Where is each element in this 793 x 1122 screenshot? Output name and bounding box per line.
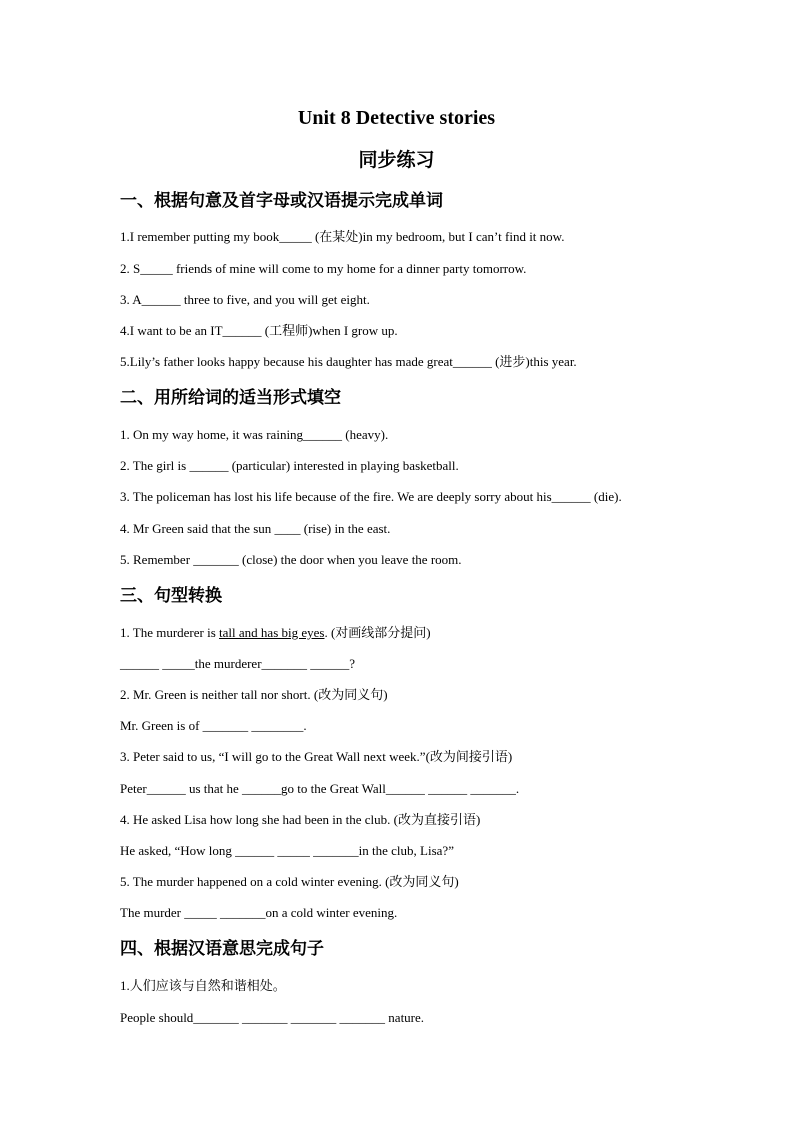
section-4-answer-1: People should_______ _______ _______ _______ nature. (120, 1010, 425, 1025)
section-3-question-3: 3. Peter said to us, “I will go to the Great Wall next week.”(改为间接引语) (120, 749, 513, 764)
section-3-question-4: 4. He asked Lisa how long she had been in the club. (改为直接引语) (120, 812, 481, 827)
section-3-answer-1: ______ _____the murderer_______ ______? (120, 656, 356, 671)
section-2-item-3: 3. The policeman has lost his life because of the fire. We are deeply sorry about his______ (die). (120, 489, 622, 504)
section-2-item-5: 5. Remember _______ (close) the door when you leave the room. (120, 552, 462, 567)
document-title: Unit 8 Detective stories (297, 107, 496, 129)
section-1-heading: 一、根据句意及首字母或汉语提示完成单词 (120, 191, 443, 211)
section-1-item-1: 1.I remember putting my book_____ (在某处)in my bedroom, but I can’t find it now. (120, 229, 565, 244)
section-3-answer-2: Mr. Green is of _______ ________. (120, 718, 307, 733)
section-1-item-3: 3. A______ three to five, and you will get eight. (120, 292, 370, 307)
q1-text-after: . (对画线部分提问) (324, 625, 431, 640)
q1-underlined-phrase: tall and has big eyes (219, 625, 325, 640)
section-1-item-4: 4.I want to be an IT______ (工程师)when I grow up. (120, 323, 398, 338)
section-1-item-2: 2. S_____ friends of mine will come to my home for a dinner party tomorrow. (120, 261, 527, 276)
section-2-heading: 二、用所给词的适当形式填空 (120, 388, 341, 408)
section-2-item-2: 2. The girl is ______ (particular) interested in playing basketball. (120, 458, 459, 473)
section-3-question-5: 5. The murder happened on a cold winter evening. (改为同义句) (120, 874, 459, 889)
document-subtitle: 同步练习 (358, 149, 435, 171)
section-3-question-1 (120, 624, 431, 642)
section-4-item-1: 1.人们应该与自然和谐相处。 (120, 978, 286, 993)
section-3-heading: 三、句型转换 (120, 586, 222, 606)
section-3-answer-3: Peter______ us that he ______go to the Great Wall______ ______ _______. (120, 781, 520, 796)
section-3-answer-4: He asked, “How long ______ _____ _______in the club, Lisa?” (120, 843, 454, 858)
section-4-heading: 四、根据汉语意思完成句子 (120, 939, 324, 959)
section-3-question-2: 2. Mr. Green is neither tall nor short. (改为同义句) (120, 687, 388, 702)
section-3-answer-5: The murder _____ _______on a cold winter evening. (120, 905, 398, 920)
section-2-item-4: 4. Mr Green said that the sun ____ (rise) in the east. (120, 521, 391, 536)
q1-text-before: 1. The murderer is (120, 625, 220, 640)
section-2-item-1: 1. On my way home, it was raining______ (heavy). (120, 427, 389, 442)
section-1-item-5: 5.Lily’s father looks happy because his daughter has made great______ (进步)this year. (120, 354, 577, 369)
